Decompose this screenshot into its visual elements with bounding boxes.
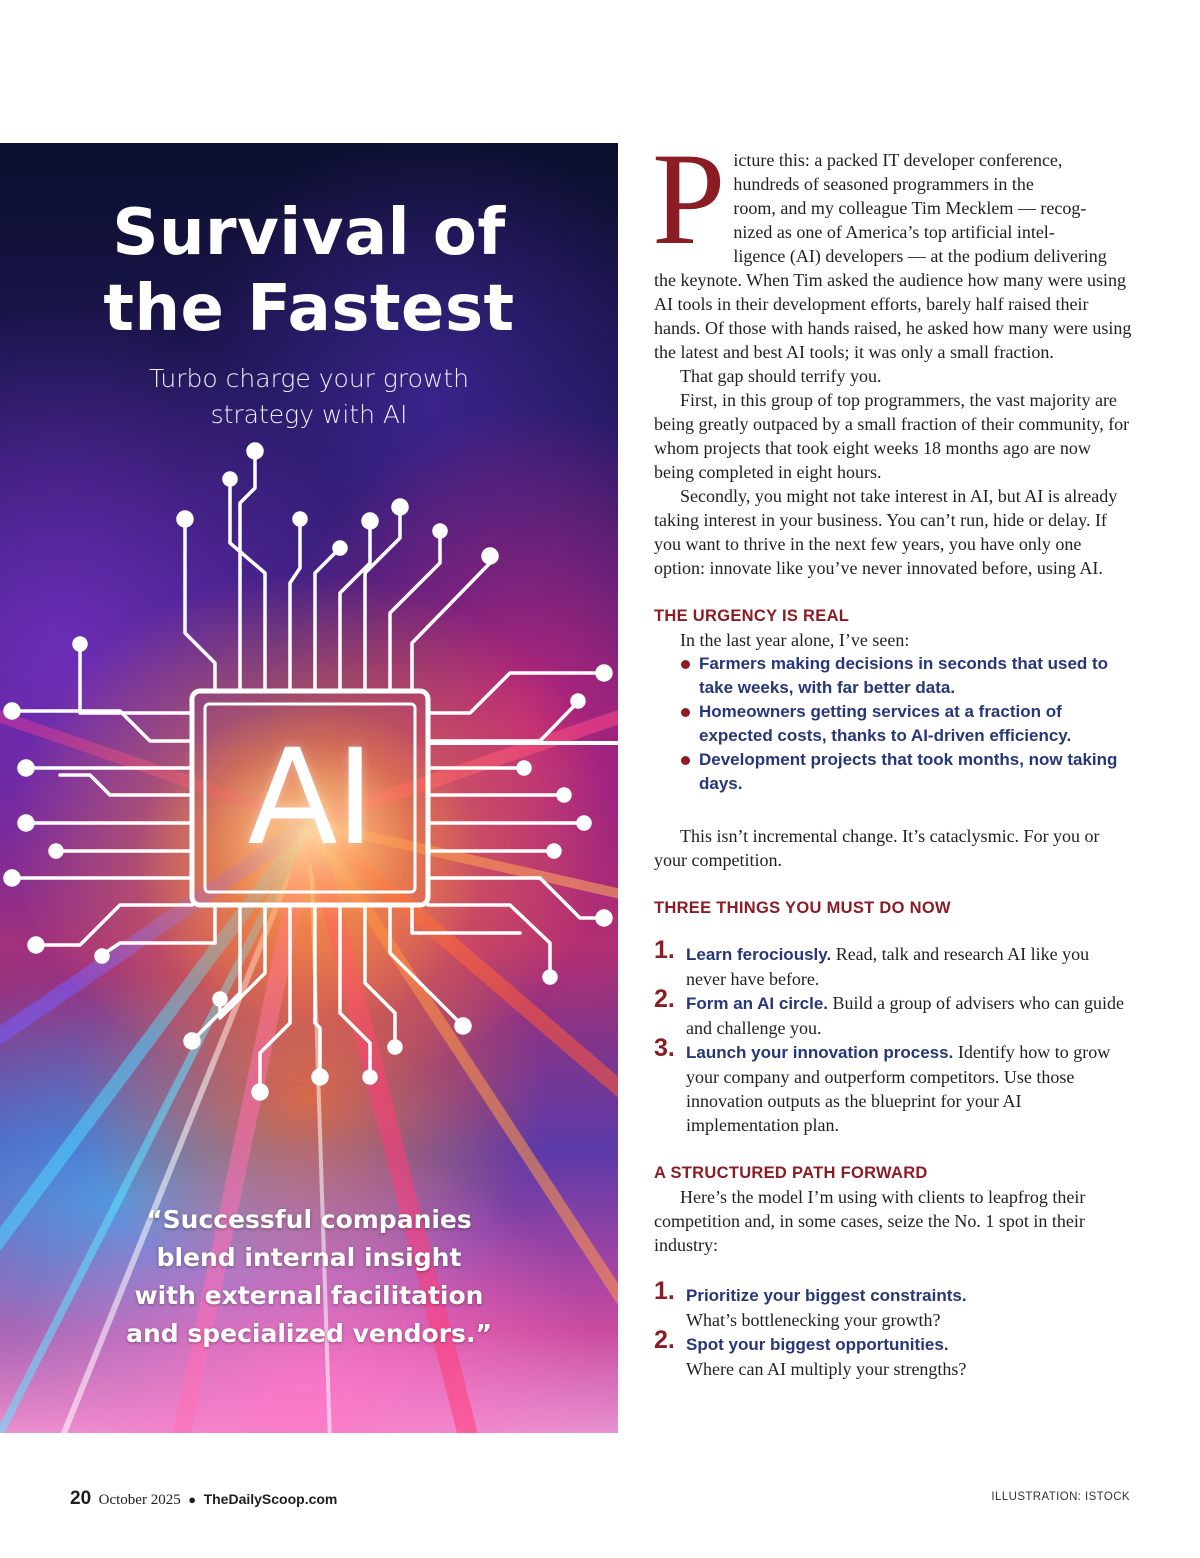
item-number: 2.: [654, 985, 675, 1013]
list-item: [654, 985, 1132, 1040]
structured-path-intro: Here’s the model I’m using with clients to leapfrog their competition and, in some cases, seize the No. 1 spot in their industry:: [654, 1187, 1086, 1255]
bullet-text: Development projects that took months, now taking days.: [699, 750, 1118, 793]
issue-date: October 2025: [98, 1492, 181, 1508]
list-item: [654, 700, 1132, 748]
item-lead: Launch your innovation process.: [686, 1043, 954, 1062]
paragraph-secondly: Secondly, you might not take interest in AI, but AI is already taking interest in your business. You can’t run, hide or delay. If you want to thrive in the next few years, you have only one option: innovate like you’ve never innovated before, using AI.: [654, 486, 1118, 578]
intro-line-2: hundreds of seasoned programmers in the: [733, 174, 1034, 194]
subheadline-line-1: Turbo charge your growth: [148, 364, 470, 393]
bullet-dot-icon: [681, 708, 690, 717]
article-body: [652, 125, 1132, 1381]
item-number: 3.: [654, 1034, 675, 1062]
paragraph-first: First, in this group of top programmers, the vast majority are being greatly outpaced by a small fraction of their community, for whom projects that took eight weeks 18 months ago are now being completed in eight hours.: [654, 390, 1130, 482]
item-number: 1.: [654, 936, 675, 964]
item-text: Where can AI multiply your strengths?: [686, 1359, 967, 1379]
section-heading-structured-path: A STRUCTURED PATH FORWARD: [654, 1164, 928, 1182]
bullet-dot-icon: [681, 756, 690, 765]
item-text: What’s bottlenecking your growth?: [686, 1310, 941, 1330]
drop-cap: P: [652, 125, 726, 272]
item-lead: Prioritize your biggest constraints.: [686, 1286, 967, 1305]
pull-quote-line-1: “Successful companies: [146, 1205, 472, 1234]
structured-path-list: [654, 1277, 1132, 1381]
illustration-credit: ILLUSTRATION: ISTOCK: [991, 1491, 1130, 1503]
pull-quote: [0, 1201, 618, 1353]
intro-paragraph: [652, 125, 1132, 364]
bullet-text: Homeowners getting services at a fraction of expected costs, thanks to AI-driven efficiency.: [699, 702, 1072, 745]
item-number: 1.: [654, 1277, 675, 1305]
pull-quote-line-2: blend internal insight: [156, 1243, 462, 1272]
urgency-bullet-list: [654, 652, 1132, 796]
section-heading-urgency: THE URGENCY IS REAL: [654, 607, 850, 625]
item-text: Identify how to grow your company and outperform competitors. Use those innovation outputs as the blueprint for your AI implementation plan.: [686, 1042, 1111, 1135]
item-lead: Form an AI circle.: [686, 994, 829, 1013]
pull-quote-line-3: with external facilitation: [134, 1281, 484, 1310]
three-things-list: [654, 936, 1132, 1137]
page-footer: [70, 1488, 1130, 1512]
item-text: Read, talk and research AI like you never have before.: [686, 944, 1090, 989]
subheadline-line-2: strategy with AI: [210, 400, 408, 429]
item-lead: Spot your biggest opportunities.: [686, 1335, 949, 1354]
pull-quote-line-4: and specialized vendors.”: [126, 1319, 492, 1348]
headline-line-1: Survival of: [112, 196, 506, 270]
ai-chip-label: AI: [247, 721, 373, 875]
page-number: 20: [70, 1488, 92, 1509]
bullet-text: Farmers making decisions in seconds that used to take weeks, with far better data.: [699, 654, 1109, 697]
intro-line-3: room, and my colleague Tim Mecklem — recog-: [733, 198, 1087, 218]
footer-separator: ●: [188, 1492, 197, 1507]
intro-line-1: icture this: a packed IT developer conference,: [733, 150, 1063, 170]
bullet-dot-icon: [681, 660, 690, 669]
list-item: [654, 936, 1132, 991]
item-text: Build a group of advisers who can guide and challenge you.: [686, 993, 1124, 1038]
list-item: [654, 1034, 1132, 1137]
intro-continuation: ligence (AI) developers — at the podium delivering the keynote. When Tim asked the audience how many were using AI tools in their development efforts, barely half raised their hands. Of those with hands raised, he asked how many were using the latest and best AI tools; it was only a small fraction.: [654, 246, 1132, 362]
website-link[interactable]: TheDailyScoop.com: [203, 1491, 338, 1507]
list-item: [654, 1326, 1132, 1381]
list-item: [654, 652, 1132, 700]
urgency-intro: In the last year alone, I’ve seen:: [680, 630, 910, 650]
list-item: [654, 748, 1132, 796]
item-number: 2.: [654, 1326, 675, 1354]
item-lead: Learn ferociously.: [686, 945, 832, 964]
section-heading-three-things: THREE THINGS YOU MUST DO NOW: [654, 899, 951, 917]
paragraph-gap: That gap should terrify you.: [680, 366, 882, 386]
headline-line-2: the Fastest: [103, 272, 515, 346]
intro-line-4: nized as one of America’s top artificial intel-: [733, 222, 1055, 242]
illustration-panel: [0, 143, 618, 1433]
list-item: [654, 1277, 1132, 1332]
urgency-closing: This isn’t incremental change. It’s cataclysmic. For you or your competition.: [654, 826, 1100, 870]
